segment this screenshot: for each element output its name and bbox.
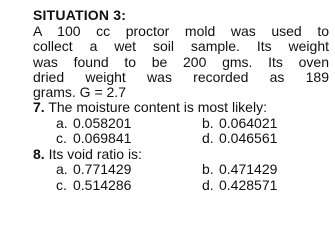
situation-paragraph bbox=[33, 24, 329, 100]
option-b bbox=[202, 116, 277, 132]
option-c bbox=[56, 178, 131, 194]
option-letter: a. bbox=[56, 114, 68, 131]
question-8 bbox=[33, 147, 329, 163]
question-8-options bbox=[33, 162, 329, 193]
option-b bbox=[202, 162, 277, 178]
problem-sheet bbox=[33, 7, 329, 193]
option-value: 0.058201 bbox=[73, 114, 132, 131]
option-value: 0.514286 bbox=[73, 176, 132, 193]
situation-title: SITUATION 3: bbox=[33, 7, 127, 23]
question-text: The moisture content is most likely: bbox=[48, 99, 267, 116]
option-a bbox=[56, 162, 131, 178]
option-letter: d. bbox=[202, 176, 214, 193]
option-letter: d. bbox=[202, 130, 214, 147]
option-letter: c. bbox=[56, 130, 67, 147]
option-d bbox=[202, 131, 277, 147]
situation-line: collect a wet soil sample. Its weight bbox=[33, 38, 329, 55]
option-d bbox=[202, 178, 277, 194]
question-text: Its void ratio is: bbox=[48, 145, 142, 162]
option-value: 0.046561 bbox=[219, 130, 278, 147]
option-value: 0.069841 bbox=[73, 130, 132, 147]
situation-line: dried weight was recorded as 189 bbox=[33, 68, 329, 85]
situation-line: grams. G = 2.7 bbox=[33, 84, 126, 101]
option-value: 0.771429 bbox=[73, 161, 132, 178]
option-letter: c. bbox=[56, 176, 67, 193]
situation-line: was found to be 200 gms. Its oven bbox=[33, 53, 329, 70]
option-value: 0.064021 bbox=[219, 114, 278, 131]
option-a bbox=[56, 116, 131, 132]
situation-line: A 100 cc proctor mold was used to bbox=[33, 23, 329, 39]
option-letter: b. bbox=[202, 114, 214, 131]
question-7 bbox=[33, 100, 329, 116]
option-c bbox=[56, 131, 131, 147]
question-number: 8. bbox=[33, 145, 45, 162]
question-number: 7. bbox=[33, 99, 45, 116]
option-letter: b. bbox=[202, 161, 214, 178]
option-value: 0.471429 bbox=[219, 161, 278, 178]
question-7-options bbox=[33, 116, 329, 147]
option-value: 0.428571 bbox=[219, 176, 278, 193]
option-letter: a. bbox=[56, 161, 68, 178]
